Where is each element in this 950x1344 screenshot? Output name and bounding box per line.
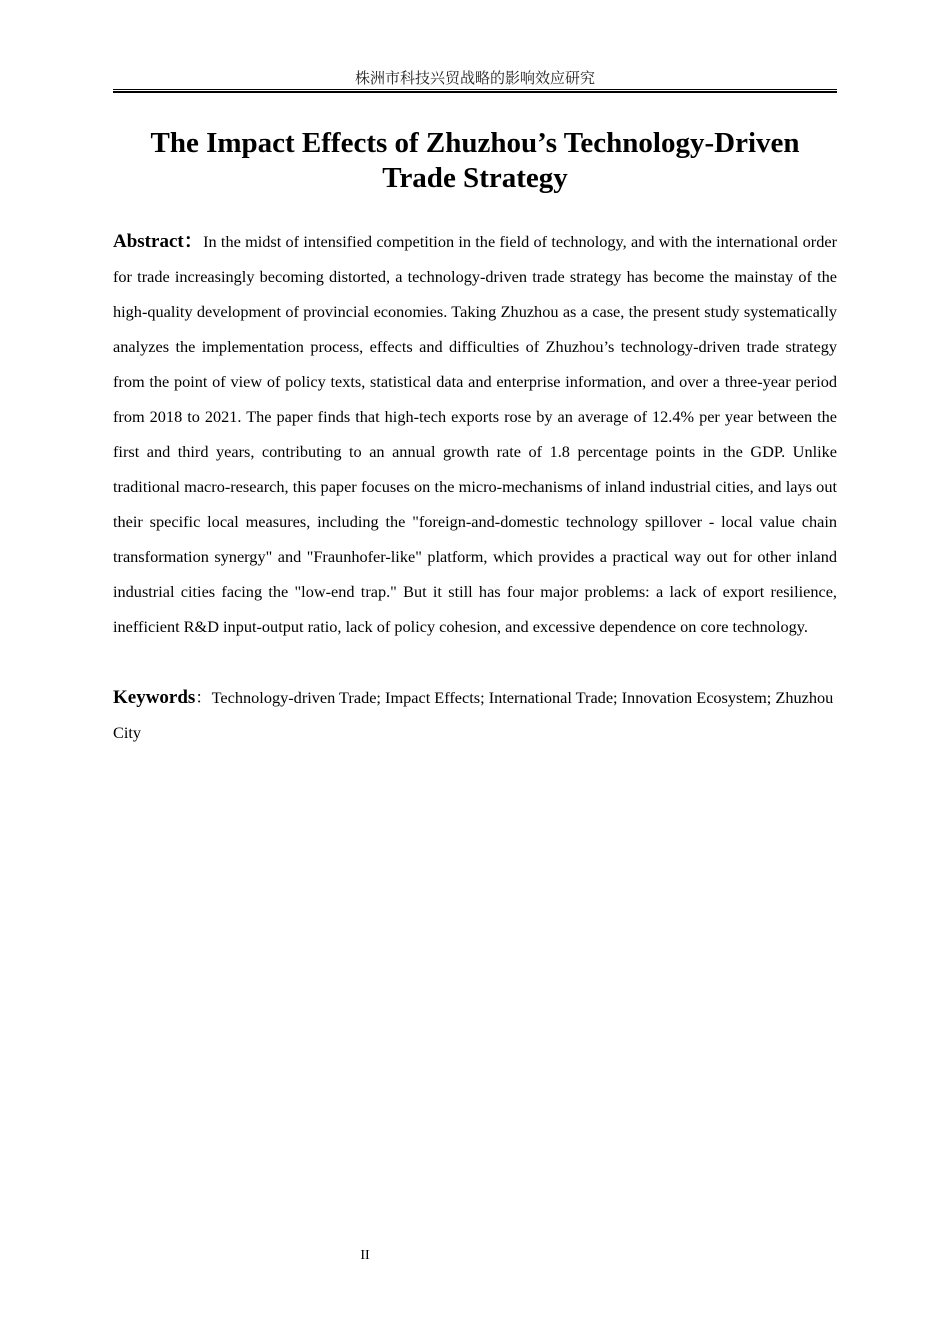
keywords-label-separator: ： bbox=[195, 688, 212, 707]
paper-title: The Impact Effects of Zhuzhou’s Technology-Driven Trade Strategy bbox=[150, 127, 800, 194]
running-header: 株洲市科技兴贸战略的影响效应研究 bbox=[354, 69, 595, 87]
abstract-text: In the midst of intensified competition in the field of technology, and with the international order for trade increasingly becoming distorted, a technology-driven trade strategy has become the mainstay of the high-quality development of provincial economies. Taking Zhuzhou as a case, the present study systematically analyzes the implementation process, effects and difficulties of Zhuzhou’s technology-driven trade strategy from the point of view of policy texts, statistical data and enterprise information, and over a three-year period from 2018 to 2021. The paper finds that high-tech exports rose by an average of 12.4% per year between the first and third years, contributing to an annual growth rate of 1.8 percentage points in the GDP. Unlike traditional macro-research, this paper focuses on the micro-mechanisms of inland industrial cities, and lays out their specific local measures, including the "foreign-and-domestic technology spillover - local value chain transformation synergy" and "Fraunhofer-like" platform, which provides a practical way out for other inland industrial cities facing the "low-end trap." But it still has four major problems: a lack of export resilience, inefficient R&D input-output ratio, lack of policy cohesion, and excessive dependence on core technology. bbox=[113, 232, 837, 636]
page-number: II bbox=[360, 1248, 370, 1263]
keywords-paragraph bbox=[113, 680, 837, 750]
abstract-label bbox=[113, 231, 203, 252]
abstract-paragraph bbox=[113, 224, 837, 644]
header-rule bbox=[113, 89, 837, 93]
keywords-label bbox=[113, 687, 195, 708]
abstract-label-separator: ： bbox=[183, 231, 204, 252]
abstract-label-text: Abstract bbox=[113, 231, 184, 252]
keywords-text: Technology-driven Trade; Impact Effects; International Trade; Innovation Ecosystem; Zhuzhou City bbox=[113, 688, 834, 742]
keywords-label-text: Keywords bbox=[113, 687, 196, 708]
